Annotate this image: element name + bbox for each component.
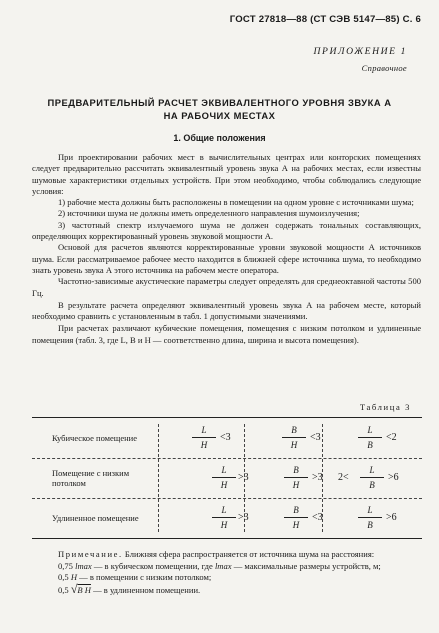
appendix-number: ПРИЛОЖЕНИЕ 1 [313,46,407,57]
title-line-2: НА РАБОЧИХ МЕСТАХ [163,110,276,121]
paragraph: 2) источники шума не должны иметь определенного направления шумоизлучения; [58,208,360,219]
denominator: B [369,480,375,490]
ratio-suffix: <3 [310,432,321,443]
ratio-suffix: >6 [386,512,397,523]
ratio-cell [332,458,439,498]
paragraph: При расчетах различают кубические помещения, помещения с низким потолком и удлиненные помещения (табл. 3, где L, B и H — соответственно длина, ширина и высота помещения). [32,323,421,345]
table-note [32,549,421,596]
paragraph: Частотно-зависимые акустические параметры следует определять для среднеоктавной частоты 500 Гц. [32,276,421,298]
numerator: L [221,465,227,475]
denominator: H [290,440,298,450]
ratio-suffix: <3 [312,512,323,523]
ratio-suffix: >3 [312,472,323,483]
ratio-cell [332,418,439,458]
ratio-fraction [212,505,236,530]
ratio-suffix: >3 [238,512,249,523]
table-row [32,418,422,458]
table-row [32,458,422,498]
document-title [20,96,419,122]
numerator: L [367,425,373,435]
paragraph: При проектировании рабочих мест в вычислительных центрах или конторских помещениях следует предварительно рассчитать эквивалентный уровень звука А на рабочих местах, если известны шумовые характеристики отдельных устройств. При этом необходимо, чтобы соблюдались следующие условия: [32,152,421,196]
numerator: B [293,465,299,475]
denominator: H [292,480,300,490]
row-label: Помещение с низким потолком [52,468,130,488]
ratio-fraction [358,505,382,530]
ratio-fraction [284,505,308,530]
note-label: Примечание. [58,549,123,559]
title-line-1: ПРЕДВАРИТЕЛЬНЫЙ РАСЧЕТ ЭКВИВАЛЕНТНОГО УРОВНЯ ЗВУКА A [47,97,392,108]
ratio-prefix: 2< [338,472,349,483]
appendix-label [313,44,407,76]
denominator: H [220,480,228,490]
note-intro-text: Ближняя сфера распространяется от источника шума на расстояния: [124,549,375,559]
ratio-fraction [212,465,236,490]
running-header: ГОСТ 27818—88 (СТ СЭВ 5147—85) С. 6 [229,14,421,25]
denominator: H [220,520,228,530]
ratio-suffix: >6 [388,472,399,483]
paragraph: Основой для расчетов являются корректированные уровни звуковой мощности А источников шума. Если рассматриваемое рабочее место находится в ближней сфере источника шума, то необходимо знать уровень звука А этого источника на рабочем месте оператора. [32,242,421,275]
note-item: 0,5 H — в помещении с низким потолком; [58,572,212,583]
paragraph: В результате расчета определяют эквивалентный уровень звука А на рабочем месте, который необходимо сравнить с установленным в табл. 1 допустимыми значениями. [32,299,421,322]
numerator: L [369,465,375,475]
paragraph: 1) рабочие места должны быть расположены в помещении на одном уровне с источниками шума; [58,197,414,208]
ratio-fraction [282,425,306,450]
ratio-suffix: >3 [238,472,249,483]
room-type-table [32,417,422,539]
numerator: B [291,425,297,435]
row-label: Кубическое помещение [52,433,137,443]
row-label: Удлиненное помещение [52,513,139,523]
denominator: B [367,520,373,530]
ratio-suffix: <2 [386,432,397,443]
note-item: 0,5 √B H — в удлиненном помещении. [58,581,201,596]
body-text [32,152,421,346]
note-item: 0,75 lmax — в кубическом помещении, где lmax — максимальные размеры устройств, м; [58,560,381,571]
table-caption: Таблица 3 [359,402,411,412]
denominator: H [200,440,208,450]
section-heading: 1. Общие положения [173,133,266,143]
ratio-suffix: <3 [220,432,231,443]
appendix-status: Справочное [361,63,407,73]
ratio-fraction [284,465,308,490]
ratio-cell [332,498,439,538]
note-intro [32,549,421,561]
numerator: L [221,505,227,515]
ratio-fraction [360,465,384,490]
denominator: B [367,440,373,450]
denominator: H [292,520,300,530]
numerator: L [201,425,207,435]
paragraph: 3) частотный спектр излучаемого шума не должен содержать тональных составляющих, определяющих корректированный уровень звуковой мощности А. [32,219,421,242]
ratio-fraction [192,425,216,450]
numerator: B [293,505,299,515]
numerator: L [367,505,373,515]
table-row [32,498,422,538]
square-root-sign: √ [70,581,78,596]
ratio-fraction [358,425,382,450]
